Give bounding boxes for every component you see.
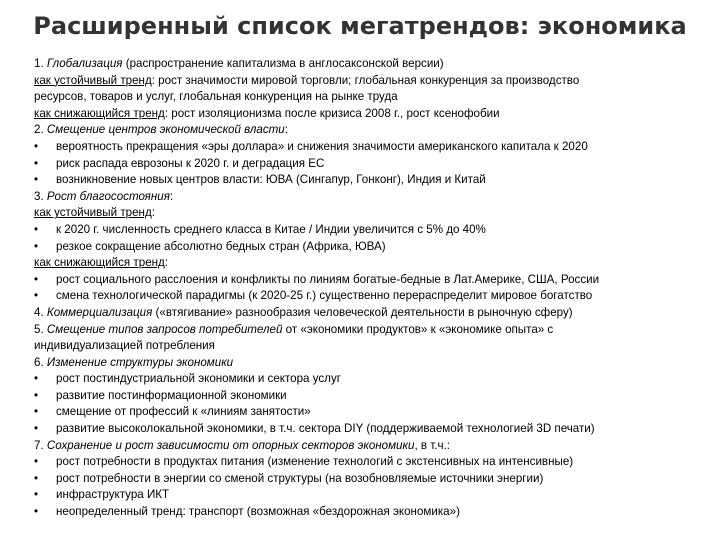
section-number: 6. [34,355,47,369]
trend-label-line [34,205,706,222]
bullet-icon: • [34,173,39,187]
trend-label-line [34,106,706,123]
section-text: : [169,189,174,203]
section-heading [34,189,706,206]
section-text: : [284,123,288,137]
section-heading [34,305,706,322]
list-item-text: вероятность прекращения «эры доллара» и снижения значимости американского капитала к 2020 [56,139,588,153]
trend-label-line [34,73,706,90]
list-item-text: неопределенный тренд: транспорт (возможная «бездорожная экономика») [56,505,460,519]
trend-label-line [34,255,706,272]
text-line [34,89,706,106]
list-item-text: резкое сокращение абсолютно бедных стран (Африка, ЮВА) [56,239,386,253]
list-item-text: развитие высоколокальной экономики, в т.ч. сектора DIY (поддерживаемой технологией 3D печати) [56,422,595,436]
bullet-icon: • [34,405,39,419]
section-heading [34,438,706,455]
list-item-text: возникновение новых центров власти: ЮВА (Сингапур, Гонконг), Индия и Китай [56,173,486,187]
page-title: Расширенный список мегатрендов: экономика [33,12,687,40]
list-item [34,172,706,189]
section-text: («втягивание» разнообразия человеческой деятельности в рыночную сферу) [152,305,573,319]
trend-label: как устойчивый тренд [34,73,152,87]
section-title: Рост благосостояния [46,189,170,203]
bullet-icon: • [34,139,39,153]
megatrends-list [34,56,706,521]
bullet-icon: • [34,388,39,402]
list-item [34,404,706,421]
bullet-icon: • [34,488,39,502]
list-item-text: риск распада еврозоны к 2020 г. и деградация ЕС [56,156,325,170]
section-text: , в т.ч.: [414,438,450,452]
list-item-text: смена технологической парадигмы (к 2020-25 г.) существенно перераспределит мировое богатство [56,289,593,303]
list-item-text: инфраструктура ИКТ [56,488,170,502]
list-item [34,471,706,488]
section-number: 4. [34,305,47,319]
bullet-icon: • [34,372,39,386]
trend-text: : [151,206,155,220]
list-item [34,288,706,305]
trend-label: как снижающийся тренд [34,256,165,270]
section-number: 3. [34,189,47,203]
text-line-content: ресурсов, товаров и услуг, глобальная конкуренция на рынке труда [34,90,398,104]
section-title: Смещение центров экономической власти [46,123,285,137]
trend-text: : [164,256,169,270]
list-item-text: к 2020 г. численность среднего класса в Китае / Индии увеличится с 5% до 40% [56,222,486,236]
bullet-icon: • [34,289,39,303]
list-item [34,421,706,438]
text-line-content: индивидуализацией потребления [34,339,215,353]
section-title: Изменение структуры экономики [46,355,234,369]
section-number: 2. [34,123,47,137]
bullet-icon: • [34,422,39,436]
list-item [34,272,706,289]
bullet-icon: • [34,272,39,286]
section-title: Коммерциализация [46,305,153,319]
bullet-icon: • [34,471,39,485]
bullet-icon: • [34,505,39,519]
bullet-icon: • [34,222,39,236]
section-number: 7. [34,438,47,452]
list-item-text: рост потребности в энергии со сменой структуры (на возобновляемые источники энергии) [56,471,544,485]
section-heading [34,122,706,139]
trend-text: : рост изоляционизма после кризиса 2008 г., рост ксенофобии [164,106,500,120]
section-text: (распространение капитализма в англосаксонской версии) [122,57,444,70]
list-item [34,139,706,156]
section-heading [34,322,706,339]
list-item [34,454,706,471]
trend-text: : рост значимости мировой торговли; глобальная конкуренция за производство [151,73,580,87]
trend-label: как устойчивый тренд [34,206,152,220]
bullet-icon: • [34,455,39,469]
section-title: Смещение типов запросов потребителей [46,322,283,336]
bullet-icon: • [34,239,39,253]
section-text: от «экономики продуктов» к «экономике опыта» с [282,322,554,336]
section-heading [34,56,706,73]
list-item [34,388,706,405]
section-number: 1. [34,57,47,70]
list-item-text: смещение от профессий к «линиям занятости» [56,405,311,419]
section-title: Сохранение и рост зависимости от опорных секторов экономики [46,438,415,452]
list-item [34,504,706,521]
section-heading [34,355,706,372]
list-item-text: рост постиндустриальной экономики и сектора услуг [56,372,341,386]
text-line [34,338,706,355]
list-item-text: развитие постинформационной экономики [56,388,287,402]
trend-label: как снижающийся тренд [34,106,165,120]
list-item [34,222,706,239]
list-item [34,487,706,504]
list-item [34,371,706,388]
section-number: 5. [34,322,47,336]
list-item [34,156,706,173]
list-item-text: рост социального расслоения и конфликты по линиям богатые-бедные в Лат.Америке, США, России [56,272,600,286]
list-item [34,239,706,256]
bullet-icon: • [34,156,39,170]
list-item-text: рост потребности в продуктах питания (изменение технологий с экстенсивных на интенсивные) [56,455,574,469]
section-title: Глобализация [46,57,123,70]
